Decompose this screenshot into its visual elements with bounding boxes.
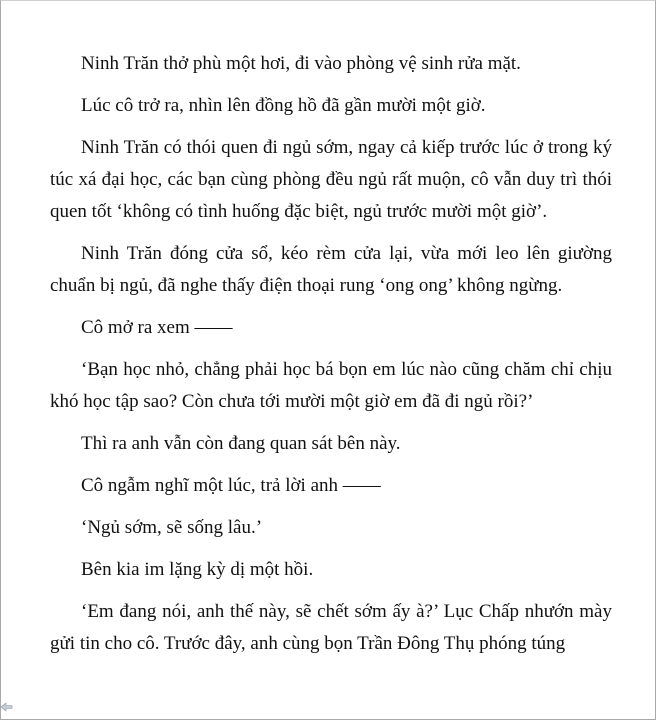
paragraph: ‘Ngủ sớm, sẽ sống lâu.’ [81,517,263,538]
paragraph: Cô mở ra xem —— [81,317,233,338]
paragraph: Ninh Trăn có thói quen đi ngủ sớm, ngay cả kiếp trước lúc ở trong ký túc xá đại học, các bạn cùng phòng đều ngủ rất muộn, cô vẫn duy trì thói quen tốt ‘không có tình huống đặc biệt, ngủ trước mười một giờ’. [50,137,612,222]
page-content [50,48,612,670]
paragraph: ‘Bạn học nhỏ, chẳng phải học bá bọn em lúc nào cũng chăm chỉ chịu khó học tập sao? Còn chưa tới mười một giờ em đã đi ngủ rồi?’ [50,359,612,412]
paragraph: Bên kia im lặng kỳ dị một hồi. [81,559,314,580]
paragraph: ‘Em đang nói, anh thế này, sẽ chết sớm ấy à?’ Lục Chấp nhướn mày gửi tin cho cô. Trước đây, anh cùng bọn Trần Đông Thụ phóng túng [50,601,612,654]
paragraph: Ninh Trăn thở phù một hơi, đi vào phòng vệ sinh rửa mặt. [81,53,521,74]
paragraph: Ninh Trăn đóng cửa sổ, kéo rèm cửa lại, vừa mới leo lên giường chuẩn bị ngủ, đã nghe thấy điện thoại rung ‘ong ong’ không ngừng. [50,243,612,296]
paragraph: Lúc cô trở ra, nhìn lên đồng hồ đã gần mười một giờ. [81,95,486,116]
paragraph: Cô ngẫm nghĩ một lúc, trả lời anh —— [81,475,381,496]
paragraph: Thì ra anh vẫn còn đang quan sát bên này. [81,433,401,454]
page-corner-arrow-icon [0,702,14,712]
